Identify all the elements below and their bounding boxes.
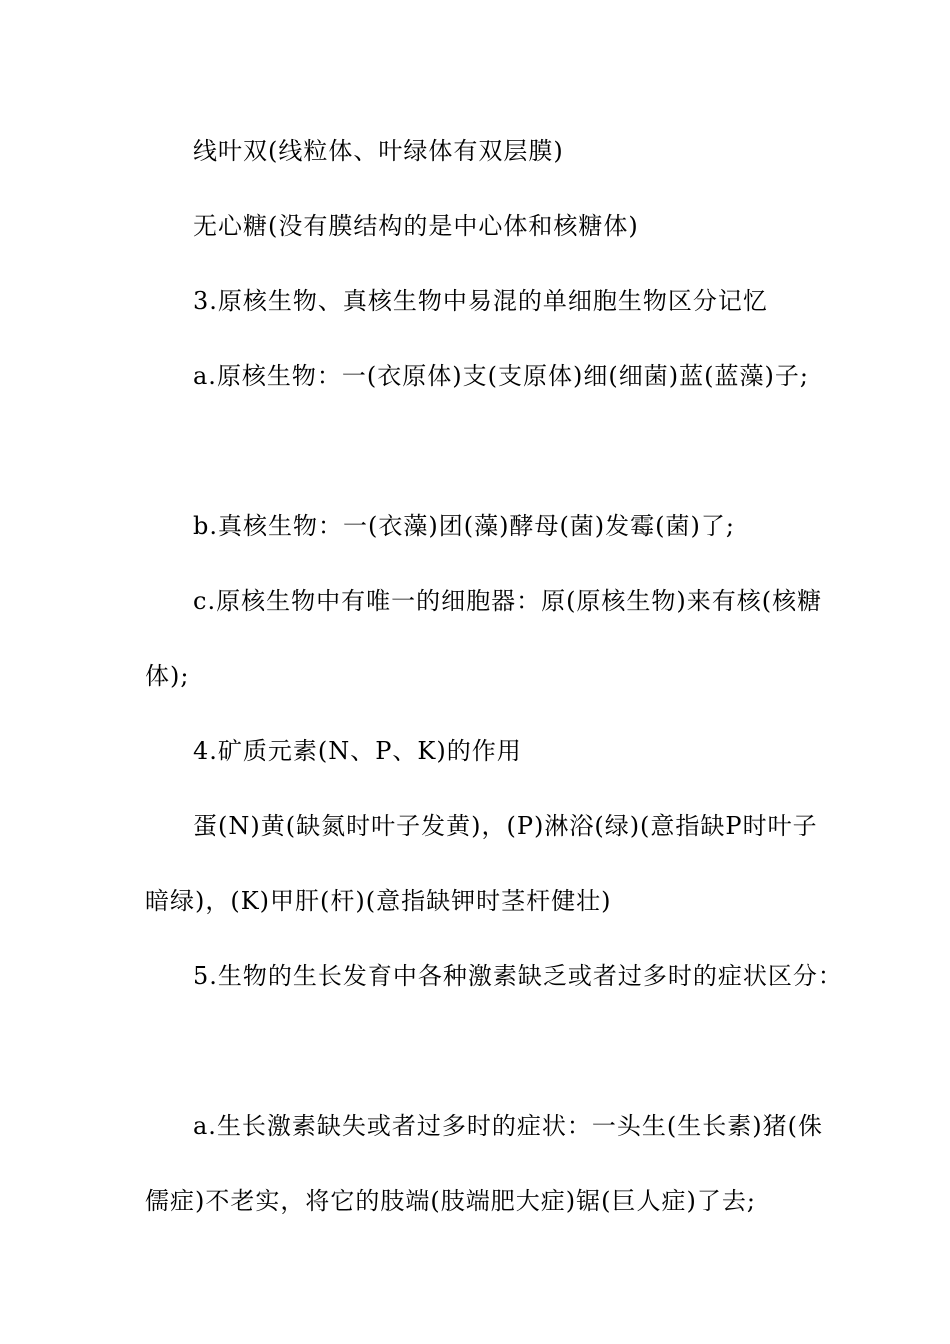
- text-line-minerals-cont: 暗绿)，(K)甲肝(杆)(意指缺钾时茎杆健壮): [145, 887, 612, 915]
- text-line-minerals: 蛋(N)黄(缺氮时叶子发黄)，(P)淋浴(绿)(意指缺P时叶子: [193, 812, 818, 840]
- section-heading-5: 5.生物的生长发育中各种激素缺乏或者过多时的症状区分：: [193, 962, 843, 990]
- text-line-no-membrane: 无心糖(没有膜结构的是中心体和核糖体): [193, 212, 639, 240]
- text-line-organelle: c.原核生物中有唯一的细胞器：原(原核生物)来有核(核糖: [193, 587, 823, 615]
- text-line-membrane: 线叶双(线粒体、叶绿体有双层膜): [193, 137, 564, 165]
- text-line-growth-hormone: a.生长激素缺失或者过多时的症状：一头生(生长素)猪(侏: [193, 1112, 824, 1140]
- section-heading-4: 4.矿质元素(N、P、K)的作用: [193, 737, 522, 765]
- text-line-organelle-cont: 体);: [145, 662, 190, 690]
- section-heading-3: 3.原核生物、真核生物中易混的单细胞生物区分记忆: [193, 287, 768, 315]
- text-line-growth-hormone-cont: 儒症)不老实，将它的肢端(肢端肥大症)锯(巨人症)了去;: [145, 1187, 756, 1215]
- text-line-prokaryote: a.原核生物：一(衣原体)支(支原体)细(细菌)蓝(蓝藻)子;: [193, 362, 809, 390]
- text-line-eukaryote: b.真核生物：一(衣藻)团(藻)酵母(菌)发霉(菌)了;: [193, 512, 735, 540]
